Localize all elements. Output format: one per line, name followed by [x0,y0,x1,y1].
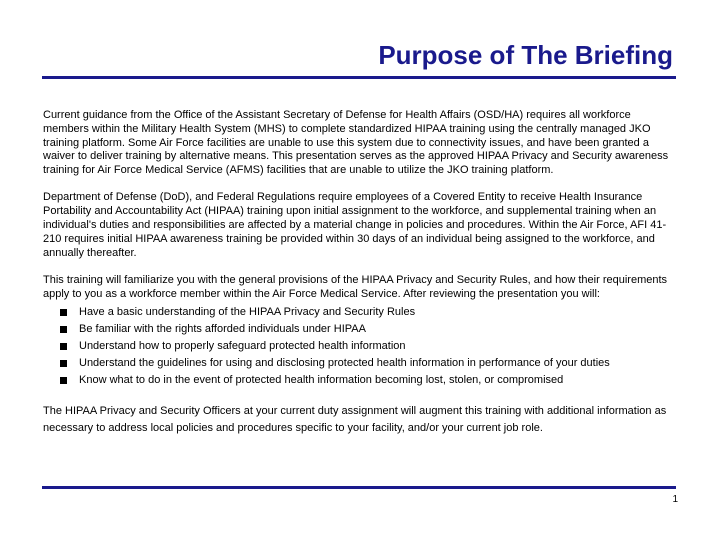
objectives-list [43,304,675,389]
paragraph-closing: The HIPAA Privacy and Security Officers at your current duty assignment will augment this training with additional information as necessary to address local policies and procedures specific to your facility, and/or your current job role. [43,404,667,434]
objective-text: Understand the guidelines for using and disclosing protected health information in performance of your duties [79,356,610,369]
square-bullet-icon [60,360,67,367]
square-bullet-icon [60,309,67,316]
objective-item [43,321,675,338]
slide-title: Purpose of The Briefing [378,40,673,70]
objective-text: Be familiar with the rights afforded individuals under HIPAA [79,322,366,335]
paragraph-training-overview: This training will familiarize you with the general provisions of the HIPAA Privacy and Security Rules, and how their requirements apply to you as a workforce member within the Air Force Medical Service. After reviewing the presentation you will: [43,273,668,300]
paragraph-dod-regulations: Department of Defense (DoD), and Federal Regulations require employees of a Covered Entity to receive Health Insurance Portability and Accountability Act (HIPAA) training upon initial assignment to the workforce, and supplemental training when an individual's duties and responsibilities are affected by a material change in policies and procedures. Within the Air Force, AFI 41-210 requires initial HIPAA awareness training be provided within 30 days of an individual being assigned to the workforce, and annually thereafter. [43,191,667,259]
square-bullet-icon [60,343,67,350]
square-bullet-icon [60,326,67,333]
footer-divider [42,486,676,489]
objective-text: Understand how to properly safeguard protected health information [79,339,406,352]
objective-item [43,338,675,355]
objective-text: Know what to do in the event of protected health information becoming lost, stolen, or compromised [79,373,564,386]
square-bullet-icon [60,377,67,384]
slide-body [43,109,675,437]
objective-item [43,355,675,372]
objective-item [43,304,675,321]
paragraph-current-guidance: Current guidance from the Office of the Assistant Secretary of Defense for Health Affairs (OSD/HA) requires all workforce members within the Military Health System (MHS) to complete standardized HIPAA training using the centrally managed JKO training platform. Some Air Force facilities are unable to use this system due to connectivity issues, and have been granted a waiver to deliver training by alternative means. This presentation serves as the approved HIPAA Privacy and Security awareness training for Air Force Medical Service (AFMS) facilities that are unable to utilize the JKO training platform. [43,109,669,177]
title-divider [42,76,676,79]
objective-text: Have a basic understanding of the HIPAA Privacy and Security Rules [79,305,416,318]
objective-item [43,372,675,389]
page-number: 1 [672,494,678,505]
